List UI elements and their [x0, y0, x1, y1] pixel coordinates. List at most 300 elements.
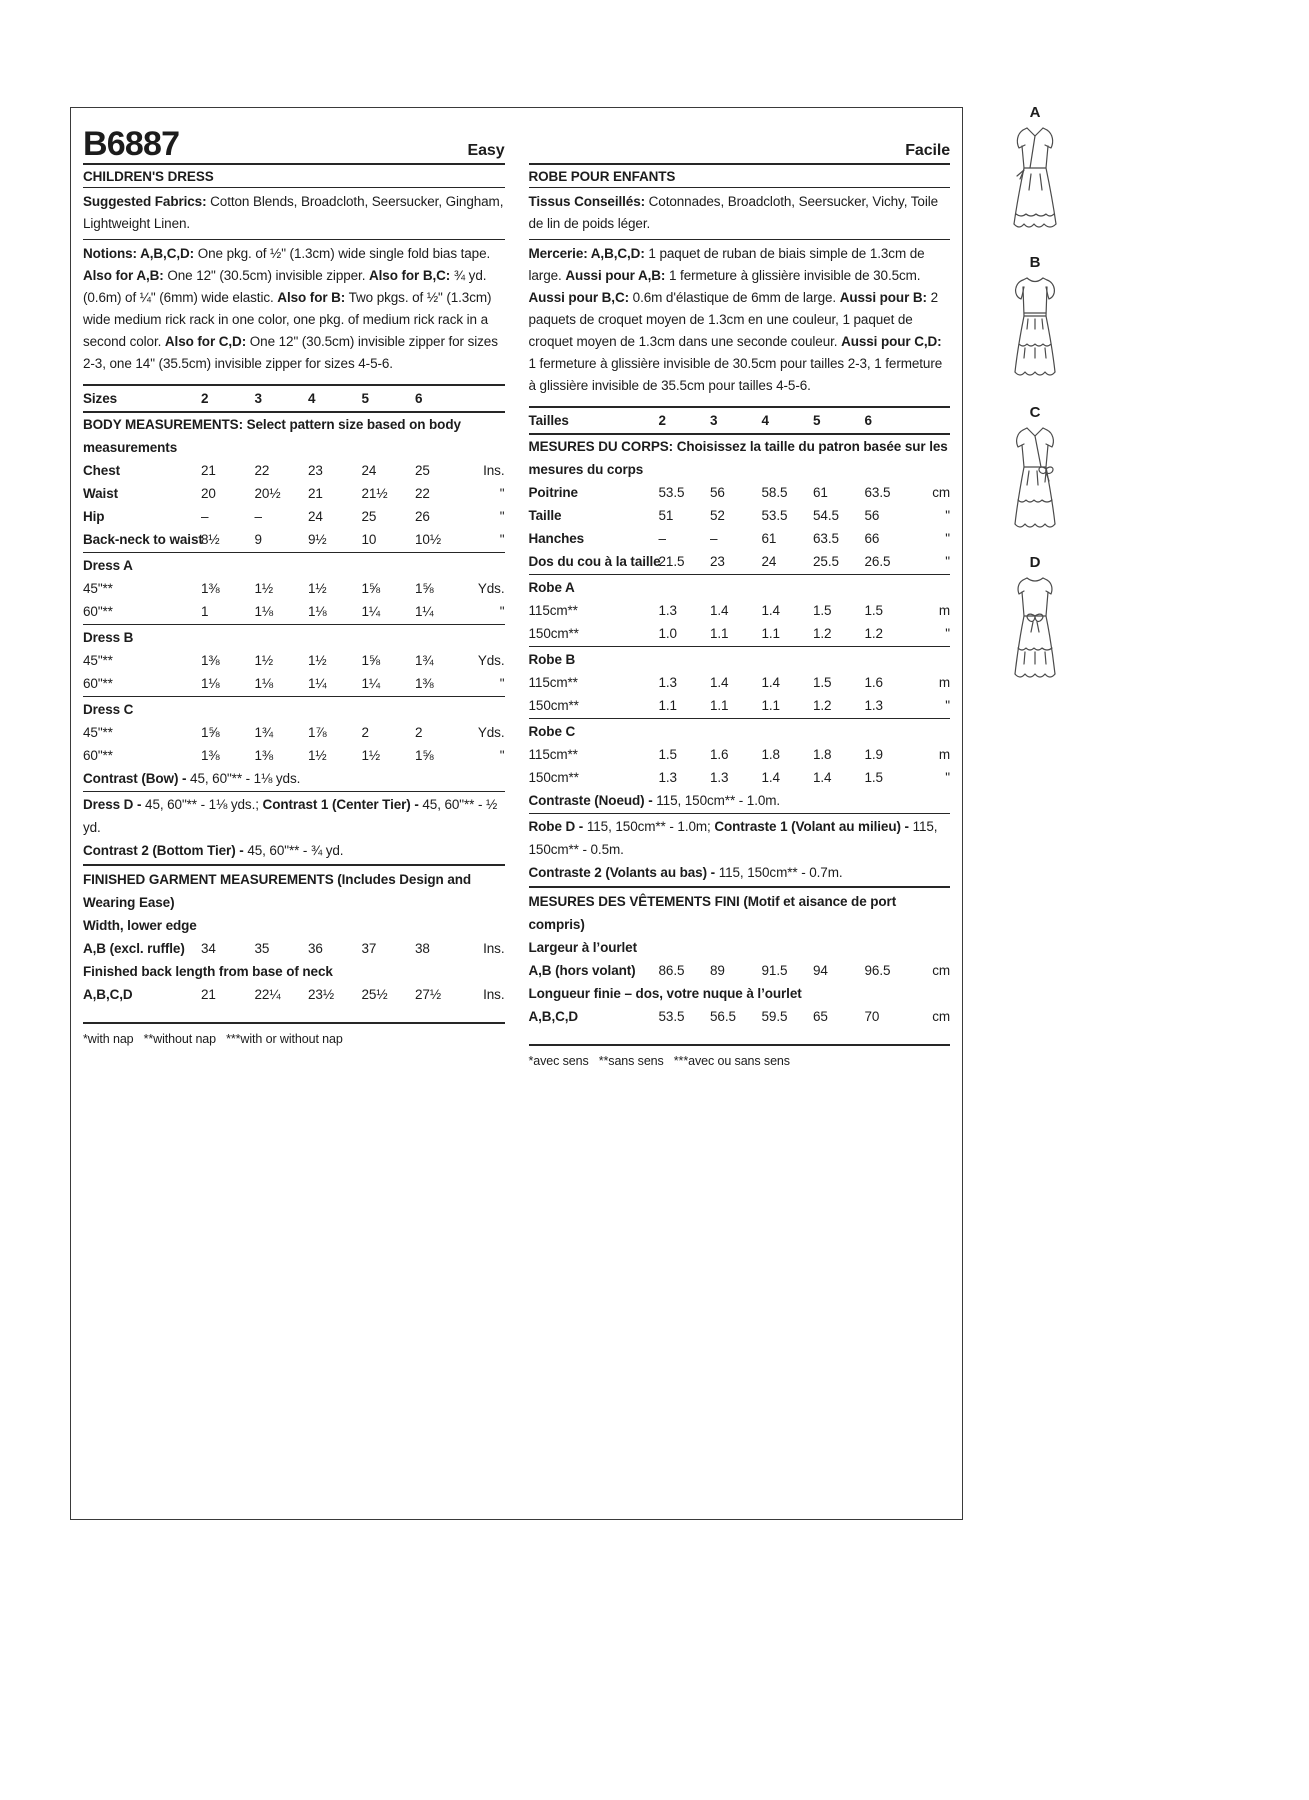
- cell-value: 3: [254, 391, 262, 406]
- row-label: Hanches: [528, 531, 585, 546]
- view-subheading-row: Dress B: [83, 630, 134, 645]
- bold-text-segment: Contraste 1 (Volant au milieu) -: [714, 819, 913, 834]
- view-letter-d: D: [1029, 554, 1041, 571]
- suggested-fabrics-en: [83, 188, 505, 240]
- cell-value: 53.5: [761, 508, 788, 523]
- text-segment: 115, 150cm** - 0.5m.: [528, 819, 938, 857]
- cell-value: 96.5: [864, 963, 891, 978]
- cell-value: 91.5: [761, 963, 788, 978]
- cell-value: 23: [710, 554, 725, 569]
- cell-value: 86.5: [658, 963, 685, 978]
- cell-value: 1⅜: [254, 748, 274, 763]
- cell-value: 9: [254, 532, 262, 547]
- view-subheading-row: Dress A: [83, 558, 133, 573]
- cell-value: 1⅛: [308, 604, 327, 619]
- cell-value: 63.5: [813, 531, 839, 546]
- cell-value: 58.5: [761, 485, 788, 500]
- dress-b-illustration: [1003, 272, 1067, 398]
- yardage-note-row: [83, 793, 505, 839]
- cell-value: 5: [813, 413, 821, 428]
- table-rule: [83, 624, 505, 625]
- view-letter-b: B: [1029, 254, 1041, 271]
- cell-value: 1⅜: [201, 653, 220, 668]
- cell-value: 89: [710, 963, 725, 978]
- cell-value: 1⅞: [308, 725, 327, 740]
- text-segment: ¾ yd. (0.6m) of ¼" (6mm) wide elastic.: [83, 268, 487, 305]
- section-heading-row: MESURES DES VÊTEMENTS FINI (Motif et aisance de port compris): [528, 894, 897, 932]
- view-letter-c: C: [1029, 404, 1041, 421]
- row-label: A,B,C,D: [528, 1009, 579, 1024]
- bold-text-segment: Dress D -: [83, 797, 146, 812]
- garment-title-fr: ROBE POUR ENFANTS: [529, 165, 951, 188]
- bold-text-segment: Contraste 2 (Volants au bas) -: [528, 865, 719, 880]
- row-label: Back-neck to waist: [83, 532, 203, 547]
- row-label: 150cm**: [528, 770, 579, 785]
- cell-value: 1⅛: [254, 676, 274, 691]
- cell-value: 1⅜: [201, 748, 220, 763]
- cell-value: 26.5: [864, 554, 891, 569]
- cell-value: 25½: [361, 987, 388, 1002]
- table-rule: [83, 696, 505, 697]
- text-segment: 1 fermeture à glissière invisible de 30.5cm.: [665, 268, 921, 283]
- row-label: A,B (excl. ruffle): [83, 941, 185, 956]
- unit-cell: Ins.: [483, 463, 505, 478]
- cell-value: 20: [201, 486, 216, 501]
- cell-value: 24: [361, 463, 377, 478]
- unit-cell: m: [938, 747, 950, 762]
- cell-value: 1¼: [361, 604, 381, 619]
- cell-value: 53.5: [658, 485, 685, 500]
- table-row: [83, 744, 505, 767]
- cell-value: 10½: [415, 532, 441, 547]
- cell-value: 38: [415, 941, 430, 956]
- cell-value: 20½: [254, 486, 281, 501]
- cell-value: 1.3: [658, 675, 677, 690]
- unit-cell: ": [499, 486, 505, 501]
- cell-value: 4: [761, 413, 769, 428]
- cell-value: 1½: [254, 581, 274, 596]
- table-row: [529, 550, 951, 573]
- dress-d-illustration: [1003, 572, 1067, 698]
- cell-value: 1¼: [361, 676, 381, 691]
- bold-text-segment: Aussi pour B,C:: [528, 290, 630, 305]
- cell-value: 25: [361, 509, 377, 524]
- unit-cell: Ins.: [483, 987, 505, 1002]
- cell-value: 23: [308, 463, 323, 478]
- table-row: [83, 505, 505, 528]
- cell-value: 1.5: [864, 770, 883, 785]
- cell-value: 22: [254, 463, 270, 478]
- cell-value: 1.5: [813, 675, 832, 690]
- text-segment: Two pkgs. of ½" (1.3cm) wide medium rick rack in one color, one pkg. of medium rick rack in a second color.: [83, 290, 492, 349]
- row-label: 60"**: [83, 676, 113, 691]
- cell-value: 1.8: [761, 747, 780, 762]
- bold-text-segment: Aussi pour C,D:: [841, 334, 942, 349]
- difficulty-label-fr: Facile: [905, 142, 950, 159]
- cell-value: 2: [415, 725, 423, 740]
- cell-value: 70: [864, 1009, 880, 1024]
- unit-cell: ": [945, 554, 950, 569]
- cell-value: 25: [415, 463, 430, 478]
- cell-value: 1.5: [864, 603, 883, 618]
- cell-value: 1⅝: [415, 748, 434, 763]
- text-segment: 45, 60"** - ¾ yd.: [247, 843, 344, 858]
- difficulty-label-en: Easy: [467, 142, 505, 159]
- table-rule: [529, 813, 951, 814]
- cell-value: 56: [864, 508, 880, 523]
- row-label: 60"**: [83, 604, 113, 619]
- row-label: Tailles: [528, 413, 569, 428]
- text-segment: 45, 60"** - 1⅛ yds.;: [145, 797, 263, 812]
- section-heading-row: Width, lower edge: [83, 918, 197, 933]
- row-label: 45"**: [83, 725, 113, 740]
- unit-cell: cm: [932, 485, 950, 500]
- table-row: [529, 481, 951, 504]
- view-letter-a: A: [1029, 104, 1041, 121]
- cell-value: 1: [201, 604, 209, 619]
- cell-value: 22: [415, 486, 430, 501]
- cell-value: 63.5: [864, 485, 891, 500]
- cell-value: 1.3: [658, 603, 677, 618]
- table-row: [529, 622, 951, 645]
- text-segment: 115, 150cm** - 1.0m.: [656, 793, 781, 808]
- bold-text-segment: Notions: A,B,C,D:: [83, 246, 195, 261]
- cell-value: 1¼: [415, 604, 434, 619]
- view-subheading-row: Robe C: [528, 724, 576, 739]
- cell-value: 1.2: [813, 626, 832, 641]
- cell-value: 1.2: [813, 698, 832, 713]
- measurements-table-en: [83, 384, 505, 1046]
- text-segment: One pkg. of ½" (1.3cm) wide single fold bias tape.: [194, 246, 491, 261]
- text-segment: One 12" (30.5cm) invisible zipper.: [163, 268, 369, 283]
- cell-value: 1⅛: [201, 676, 220, 691]
- row-label: Dos du cou à la taille: [528, 554, 661, 569]
- table-row: [529, 959, 951, 982]
- dress-view-a: [1000, 104, 1070, 254]
- cell-value: 1¾: [415, 653, 434, 668]
- section-heading-row: Longueur finie – dos, votre nuque à l’ourlet: [528, 986, 802, 1001]
- yardage-note-row: [529, 789, 951, 812]
- bold-text-segment: Aussi pour A,B:: [565, 268, 666, 283]
- bold-text-segment: Aussi pour B:: [839, 290, 927, 305]
- nap-footnote: *avec sens **sans sens ***avec ou sans sens: [528, 1054, 790, 1068]
- cell-value: 36: [308, 941, 323, 956]
- yardage-note-row: [83, 767, 505, 790]
- cell-value: 2: [658, 413, 666, 428]
- cell-value: 1⅜: [201, 581, 220, 596]
- view-subheading-row: Robe B: [528, 652, 576, 667]
- cell-value: 1.3: [710, 770, 729, 785]
- text-segment: 45, 60"** - ½ yd.: [83, 797, 498, 835]
- cell-value: 94: [813, 963, 828, 978]
- cell-value: 1.3: [864, 698, 883, 713]
- bold-text-segment: Also for C,D:: [164, 334, 247, 349]
- table-row: [83, 482, 505, 505]
- table-row: [529, 527, 951, 550]
- text-segment: 115, 150cm** - 1.0m;: [586, 819, 715, 834]
- unit-cell: Yds.: [477, 581, 505, 596]
- yardage-note-row: [529, 861, 951, 884]
- cell-value: 10: [361, 532, 377, 547]
- row-label: Hip: [83, 509, 105, 524]
- cell-value: 1½: [254, 653, 274, 668]
- cell-value: 1¾: [254, 725, 274, 740]
- cell-value: 66: [864, 531, 880, 546]
- row-label: Sizes: [83, 391, 118, 406]
- cell-value: 1.1: [710, 626, 729, 641]
- row-label: 115cm**: [528, 747, 578, 762]
- bold-text-segment: Contrast (Bow) -: [83, 771, 191, 786]
- bold-text-segment: Also for B,C:: [369, 268, 451, 283]
- cell-value: 21.5: [658, 554, 685, 569]
- dress-view-c: [1000, 404, 1070, 554]
- dress-a-illustration: [1003, 122, 1067, 248]
- cell-value: 1⅝: [201, 725, 220, 740]
- unit-cell: ": [945, 531, 950, 546]
- table-rule: [83, 791, 505, 792]
- cell-value: 2: [201, 391, 209, 406]
- row-label: 115cm**: [528, 675, 578, 690]
- unit-cell: ": [499, 676, 505, 691]
- table-rule: [529, 1044, 951, 1046]
- cell-value: 3: [710, 413, 718, 428]
- bold-text-segment: Tissus Conseillés:: [528, 194, 645, 209]
- text-segment: 115, 150cm** - 0.7m.: [718, 865, 843, 880]
- cell-value: 34: [201, 941, 216, 956]
- section-heading-row: Finished back length from base of neck: [83, 964, 333, 979]
- unit-cell: ": [945, 508, 950, 523]
- bold-text-segment: Contrast 1 (Center Tier) -: [262, 797, 423, 812]
- cell-value: 21: [201, 463, 216, 478]
- cell-value: 1⅜: [415, 676, 434, 691]
- row-label: 150cm**: [528, 698, 579, 713]
- row-label: Taille: [528, 508, 562, 523]
- cell-value: 1.4: [761, 770, 780, 785]
- text-segment: One 12" (30.5cm) invisible zipper for sizes 2-3, one 14" (35.5cm) invisible zipper for sizes 4-5-6.: [83, 334, 498, 371]
- cell-value: 59.5: [761, 1009, 788, 1024]
- row-label: 45"**: [83, 653, 113, 668]
- row-label: Waist: [83, 486, 119, 501]
- section-heading-row: BODY MEASUREMENTS: Select pattern size based on body measurements: [83, 417, 461, 455]
- cell-value: 1⅝: [361, 653, 381, 668]
- table-rule: [83, 552, 505, 553]
- unit-cell: ": [945, 626, 950, 641]
- table-row: [83, 577, 505, 600]
- row-label: 150cm**: [528, 626, 579, 641]
- cell-value: 1⅛: [254, 604, 274, 619]
- bold-text-segment: Also for A,B:: [83, 268, 164, 283]
- nap-footnote: *with nap **without nap ***with or without nap: [83, 1032, 343, 1046]
- cell-value: 1¼: [308, 676, 327, 691]
- bold-text-segment: Contraste (Noeud) -: [528, 793, 657, 808]
- text-segment: 45, 60"** - 1⅛ yds.: [190, 771, 301, 786]
- table-row: [529, 504, 951, 527]
- cell-value: 53.5: [658, 1009, 685, 1024]
- cell-value: 1.3: [658, 770, 677, 785]
- cell-value: 6: [864, 413, 872, 428]
- cell-value: –: [658, 531, 666, 546]
- cell-value: 1½: [308, 653, 327, 668]
- dress-view-b: [1000, 254, 1070, 404]
- unit-cell: Ins.: [483, 941, 505, 956]
- cell-value: 21: [201, 987, 216, 1002]
- cell-value: 1½: [361, 748, 381, 763]
- row-label: Chest: [83, 463, 121, 478]
- cell-value: 6: [415, 391, 423, 406]
- unit-cell: Yds.: [477, 725, 505, 740]
- cell-value: 24: [308, 509, 323, 524]
- garment-title-en: CHILDREN'S DRESS: [83, 165, 505, 188]
- cell-value: 1.1: [761, 626, 780, 641]
- cell-value: 1.6: [864, 675, 883, 690]
- cell-value: 35: [254, 941, 270, 956]
- table-row: [529, 671, 951, 694]
- suggested-fabrics-fr: [529, 188, 951, 240]
- cell-value: 1½: [308, 581, 327, 596]
- yardage-note-row: [529, 815, 951, 861]
- table-row: [529, 694, 951, 717]
- table-rule: [83, 1022, 505, 1024]
- cell-value: 1.1: [761, 698, 780, 713]
- cell-value: 61: [813, 485, 828, 500]
- text-segment: 0.6m d'élastique de 6mm de large.: [629, 290, 840, 305]
- cell-value: 23½: [308, 987, 334, 1002]
- unit-cell: ": [945, 770, 950, 785]
- cell-value: 22¼: [254, 987, 281, 1002]
- cell-value: 56: [710, 485, 725, 500]
- table-row: [529, 599, 951, 622]
- cell-value: 21½: [361, 486, 388, 501]
- english-column-header: [83, 116, 505, 165]
- row-label: 115cm**: [528, 603, 578, 618]
- row-label: Poitrine: [528, 485, 578, 500]
- table-rule: [529, 718, 951, 719]
- view-subheading-row: Robe A: [528, 580, 575, 595]
- text-segment: 1 fermeture à glissière invisible de 30.5cm pour tailles 2-3, 1 fermeture à glissière invisible de 35.5cm pour tailles 4-5-6.: [528, 356, 943, 393]
- unit-cell: ": [499, 604, 505, 619]
- cell-value: 54.5: [813, 508, 839, 523]
- view-subheading-row: Dress C: [83, 702, 134, 717]
- cell-value: 1.9: [864, 747, 883, 762]
- table-row: [83, 459, 505, 482]
- unit-cell: [916, 409, 950, 432]
- cell-value: 4: [308, 391, 316, 406]
- text-segment: Cotonnades, Broadcloth, Seersucker, Vichy, Toile de lin de poids léger.: [528, 194, 939, 231]
- english-column: [83, 116, 505, 1046]
- text-segment: 1 paquet de ruban de biais simple de 1.3cm de large.: [528, 246, 925, 283]
- unit-cell: m: [938, 603, 950, 618]
- section-heading-row: FINISHED GARMENT MEASUREMENTS (Includes Design and Wearing Ease): [83, 872, 472, 910]
- bold-text-segment: Also for B:: [277, 290, 346, 305]
- dress-view-d: [1000, 554, 1070, 704]
- cell-value: 5: [361, 391, 369, 406]
- cell-value: 1.4: [710, 603, 729, 618]
- table-row: [529, 743, 951, 766]
- unit-cell: cm: [932, 1009, 950, 1024]
- cell-value: 37: [361, 941, 377, 956]
- cell-value: 1.4: [761, 603, 780, 618]
- cell-value: 1½: [308, 748, 327, 763]
- table-row: [529, 766, 951, 789]
- unit-cell: ": [945, 698, 950, 713]
- table-rule: [529, 574, 951, 575]
- cell-value: 1.1: [710, 698, 729, 713]
- cell-value: –: [201, 509, 209, 524]
- cell-value: 1.5: [813, 603, 832, 618]
- content-box: [70, 107, 963, 1520]
- pattern-number: B6887: [83, 124, 180, 163]
- table-row: [529, 1005, 951, 1028]
- section-heading-row: Largeur à l’ourlet: [528, 940, 637, 955]
- cell-value: 61: [761, 531, 777, 546]
- cell-value: 9½: [308, 532, 327, 547]
- sizes-header-row: [83, 384, 505, 413]
- table-row: [83, 649, 505, 672]
- cell-value: 1.2: [864, 626, 883, 641]
- text-segment: Cotton Blends, Broadcloth, Seersucker, Gingham, Lightweight Linen.: [83, 194, 504, 231]
- cell-value: 1⅝: [415, 581, 434, 596]
- row-label: 45"**: [83, 581, 113, 596]
- cell-value: 1.4: [813, 770, 832, 785]
- bold-text-segment: Contrast 2 (Bottom Tier) -: [83, 843, 248, 858]
- text-segment: 2 paquets de croquet moyen de 1.3cm en une couleur, 1 paquet de croquet moyen de 1.3cm dans une seconde couleur.: [528, 290, 938, 349]
- cell-value: 1.8: [813, 747, 832, 762]
- table-rule: [529, 886, 951, 888]
- bold-text-segment: Robe D -: [528, 819, 587, 834]
- cell-value: 65: [813, 1009, 828, 1024]
- cell-value: 25.5: [813, 554, 839, 569]
- cell-value: 1⅝: [361, 581, 381, 596]
- table-row: [83, 937, 505, 960]
- sizes-header-row: [529, 406, 951, 435]
- cell-value: 1.0: [658, 626, 677, 641]
- notions-en: [83, 240, 505, 379]
- cell-value: 1.6: [710, 747, 729, 762]
- section-heading-row: MESURES DU CORPS: Choisissez la taille du patron basée sur les mesures du corps: [528, 439, 948, 477]
- unit-cell: Yds.: [477, 653, 505, 668]
- dress-view-illustrations: [1000, 104, 1070, 704]
- unit-cell: ": [499, 509, 505, 524]
- cell-value: 21: [308, 486, 323, 501]
- unit-cell: m: [938, 675, 950, 690]
- row-label: A,B (hors volant): [528, 963, 636, 978]
- french-column: [529, 116, 951, 1068]
- table-rule: [529, 646, 951, 647]
- row-label: A,B,C,D: [83, 987, 133, 1002]
- unit-cell: [469, 387, 505, 410]
- cell-value: 56.5: [710, 1009, 736, 1024]
- cell-value: 2: [361, 725, 369, 740]
- cell-value: 1.4: [710, 675, 729, 690]
- yardage-note-row: [83, 839, 505, 862]
- cell-value: 8½: [201, 532, 220, 547]
- row-label: 60"**: [83, 748, 113, 763]
- french-column-header: [529, 116, 951, 165]
- cell-value: 27½: [415, 987, 441, 1002]
- cell-value: –: [710, 531, 718, 546]
- bold-text-segment: Mercerie: A,B,C,D:: [528, 246, 645, 261]
- notions-fr: [529, 240, 951, 401]
- table-row: [83, 528, 505, 551]
- cell-value: –: [254, 509, 262, 524]
- cell-value: 51: [658, 508, 674, 523]
- cell-value: 1.4: [761, 675, 780, 690]
- unit-cell: ": [499, 532, 505, 547]
- cell-value: 26: [415, 509, 430, 524]
- dress-c-illustration: [1003, 422, 1067, 548]
- bold-text-segment: Suggested Fabrics:: [83, 194, 207, 209]
- table-rule: [83, 864, 505, 866]
